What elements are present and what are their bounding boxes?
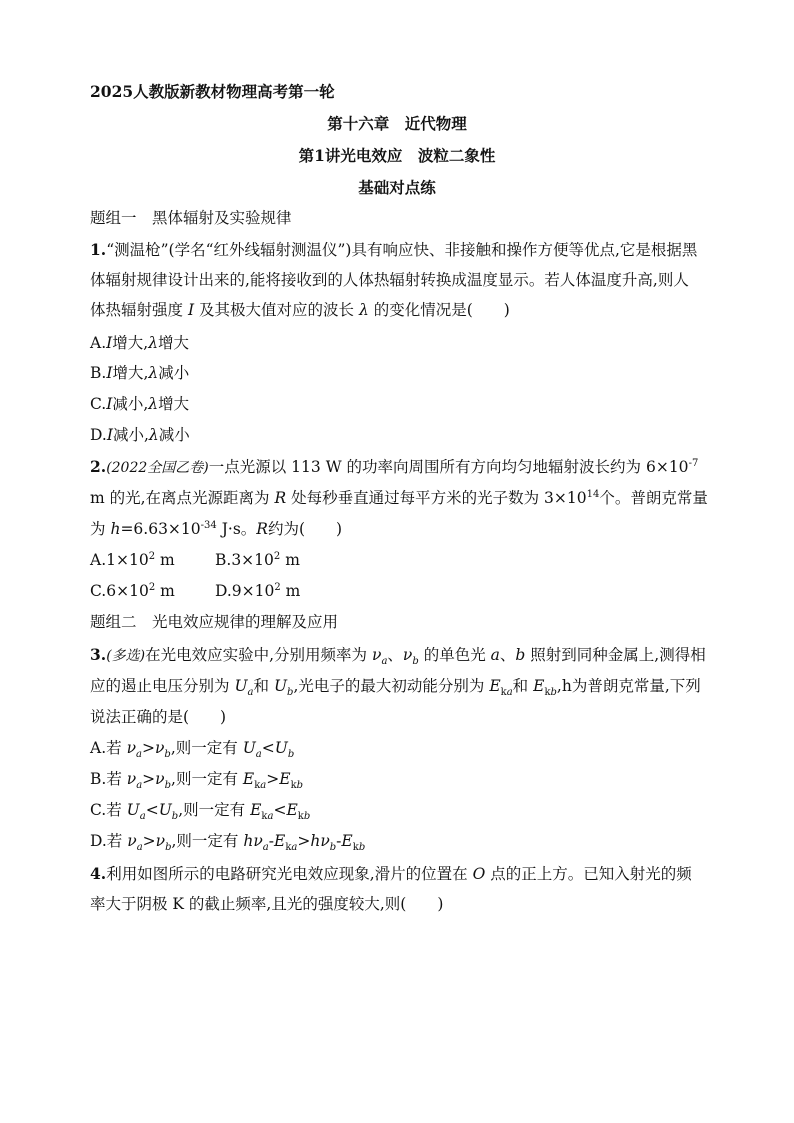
q4-line-2: 率大于阴极 K 的截止频率,且光的强度较大,则( ) [90, 895, 444, 913]
q3-tag: (多选) [106, 648, 146, 664]
q2-option-b: $B.3\times 10^2$ m [215, 550, 300, 569]
q1-option-a: A.I增大,λ增大 [90, 334, 190, 352]
q3-option-c: C.若 $U_a<U_b$,则一定有 $E_{ka}<E_{kb}$ [90, 801, 311, 823]
lecture-title: 第1讲光电效应 波粒二象性 [298, 146, 496, 165]
q2-option-a: $A.1\times 10^2$ m [90, 550, 175, 569]
group-2-title: 题组二 光电效应规律的理解及应用 [90, 613, 339, 631]
q3-line-1: 3.(多选)在光电效应实验中,分别用频率为 $\nu_a$、$\nu_b$ 的单色光 a、b 照射到同种金属上,测得相 [90, 645, 706, 668]
q1-option-b: B.I增大,λ减小 [90, 364, 190, 382]
chapter-title: 第十六章 近代物理 [327, 114, 467, 133]
q3-option-b: B.若 $\nu_a>\nu_b$,则一定有 $E_{ka}>E_{kb}$ [90, 770, 304, 792]
group-1-title: 题组一 黑体辐射及实验规律 [90, 209, 292, 227]
q1-number: 1. [90, 240, 107, 259]
q2-option-c: $C.6\times 10^2$ m [90, 581, 175, 600]
q1-option-c: C.I减小,λ增大 [90, 395, 190, 413]
q1-option-d: D.I减小,λ减小 [90, 426, 190, 444]
q2-line-2: m 的光,在离点光源距离为 R 处每秒垂直通过每平方米的光子数为 $3\times 10^{14}$个。普朗克常量 [90, 488, 708, 507]
q2-source: (2022全国乙卷) [106, 460, 209, 476]
q3-option-a: A.若 $\nu_a>\nu_b$,则一定有 $U_a<U_b$ [90, 739, 295, 761]
q4-line-1: 4.利用如图所示的电路研究光电效应现象,滑片的位置在 O 点的正上方。已知入射光的频 [90, 864, 692, 883]
q3-number: 3. [90, 645, 107, 664]
q3-line-2: 应的遏止电压分别为 $U_a$和 $U_b$,光电子的最大初动能分别为 $E_{ka}$和 $E_{kb},h$为普朗克常量,下列 [90, 677, 701, 699]
q1-line-3: 体热辐射强度 I 及其极大值对应的波长 λ 的变化情况是( ) [90, 301, 510, 319]
q3-option-d: D.若 $\nu_a>\nu_b$,则一定有 $h\nu_a-E_{ka}>h\nu_b-E_{kb}$ [90, 832, 366, 854]
q2-line-3: 为 $h=6.63\times 10^{-34}$ J·s。R约为( ) [90, 519, 343, 538]
q2-number: 2. [90, 457, 107, 476]
q1-line-1: 1.“测温枪”(学名“红外线辐射测温仪”)具有响应快、非接触和操作方便等优点,它是根据黑 [90, 240, 698, 259]
section-title: 基础对点练 [358, 178, 436, 197]
q4-number: 4. [90, 864, 107, 883]
q2-line-1: 2.(2022全国乙卷)一点光源以 113 W 的功率向周围所有方向均匀地辐射波长约为 $6\times 10^{-7}$ [90, 457, 699, 476]
book-title: 2025人教版新教材物理高考第一轮 [90, 82, 335, 101]
q3-line-3: 说法正确的是( ) [90, 708, 227, 726]
q1-line-2: 体辐射规律设计出来的,能将接收到的人体热辐射转换成温度显示。若人体温度升高,则人 [90, 271, 689, 289]
q2-option-d: $D.9\times 10^2$ m [215, 581, 301, 600]
